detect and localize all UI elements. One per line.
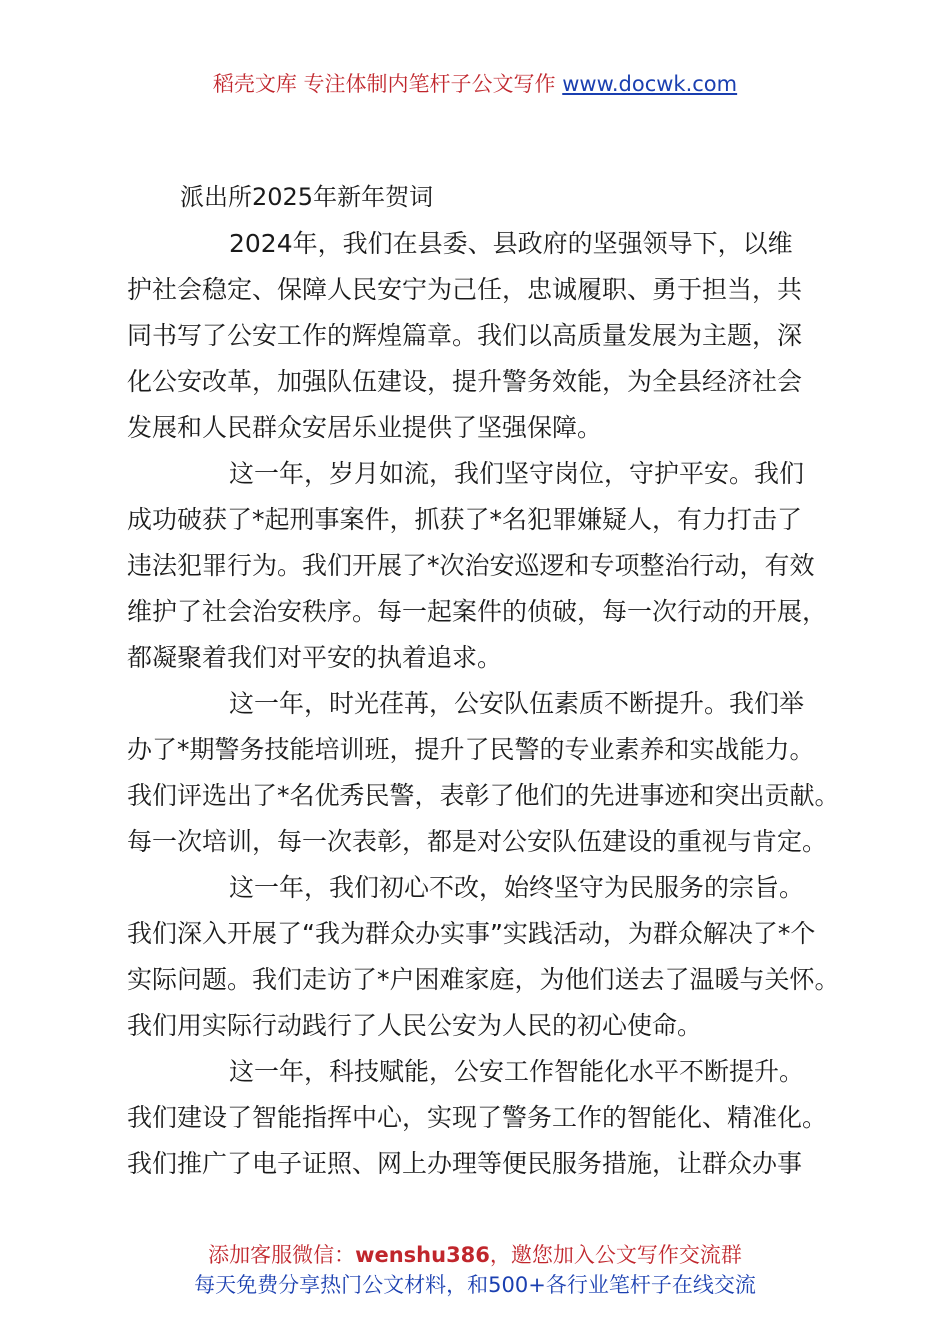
document-body (127, 225, 840, 1191)
body-line: 这一年，我们初心不改，始终坚守为民服务的宗旨。 (229, 873, 805, 902)
body-line: 同书写了公安工作的辉煌篇章。我们以高质量发展为主题，深 (127, 321, 803, 350)
body-line: 成功破获了*起刑事案件，抓获了*名犯罪嫌疑人，有力打击了 (127, 505, 803, 534)
body-line: 护社会稳定、保障人民安宁为己任，忠诚履职、勇于担当，共 (127, 275, 803, 304)
body-line: 我们建设了智能指挥中心，实现了警务工作的智能化、精准化。 (127, 1103, 828, 1132)
footer-line-2: 每天免费分享热门公文材料，和500+各行业笔杆子在线交流 (194, 1273, 756, 1297)
body-line: 这一年，岁月如流，我们坚守岗位，守护平安。我们 (229, 459, 805, 488)
body-line: 我们评选出了*名优秀民警，表彰了他们的先进事迹和突出贡献。 (127, 781, 840, 810)
footer-wechat-suffix: ，邀您加入公文写作交流群 (489, 1243, 742, 1267)
body-line: 实际问题。我们走访了*户困难家庭，为他们送去了温暖与关怀。 (127, 965, 840, 994)
footer-wechat-id: wenshu386 (355, 1243, 490, 1267)
body-line: 我们用实际行动践行了人民公安为人民的初心使命。 (127, 1011, 703, 1040)
body-line: 这一年，时光荏苒，公安队伍素质不断提升。我们举 (229, 689, 805, 718)
body-line: 办了*期警务技能培训班，提升了民警的专业素养和实战能力。 (127, 735, 815, 764)
body-line: 都凝聚着我们对平安的执着追求。 (127, 643, 503, 672)
footer-line-1 (0, 1240, 950, 1270)
body-line: 我们深入开展了“我为群众办实事”实践活动，为群众解决了*个 (127, 919, 816, 948)
body-line: 违法犯罪行为。我们开展了*次治安巡逻和专项整治行动，有效 (127, 551, 815, 580)
body-line: 每一次培训，每一次表彰，都是对公安队伍建设的重视与肯定。 (127, 827, 828, 856)
footer-wechat-prefix: 添加客服微信： (208, 1243, 356, 1267)
body-line: 维护了社会治安秩序。每一起案件的侦破，每一次行动的开展， (127, 597, 828, 626)
body-line: 我们推广了电子证照、网上办理等便民服务措施，让群众办事 (127, 1149, 803, 1178)
body-line: 2024年，我们在县委、县政府的坚强领导下，以维 (229, 229, 793, 258)
document-title: 派出所2025年新年贺词 (180, 183, 434, 211)
header-brand: 稻壳文库 专注体制内笔杆子公文写作 (212, 72, 556, 96)
body-line: 这一年，科技赋能，公安工作智能化水平不断提升。 (229, 1057, 805, 1086)
body-line: 发展和人民群众安居乐业提供了坚强保障。 (127, 413, 603, 442)
body-line: 化公安改革，加强队伍建设，提升警务效能，为全县经济社会 (127, 367, 803, 396)
header-url-link[interactable]: www.docwk.com (562, 72, 738, 96)
page-header (0, 69, 950, 99)
page-footer (0, 1240, 950, 1300)
